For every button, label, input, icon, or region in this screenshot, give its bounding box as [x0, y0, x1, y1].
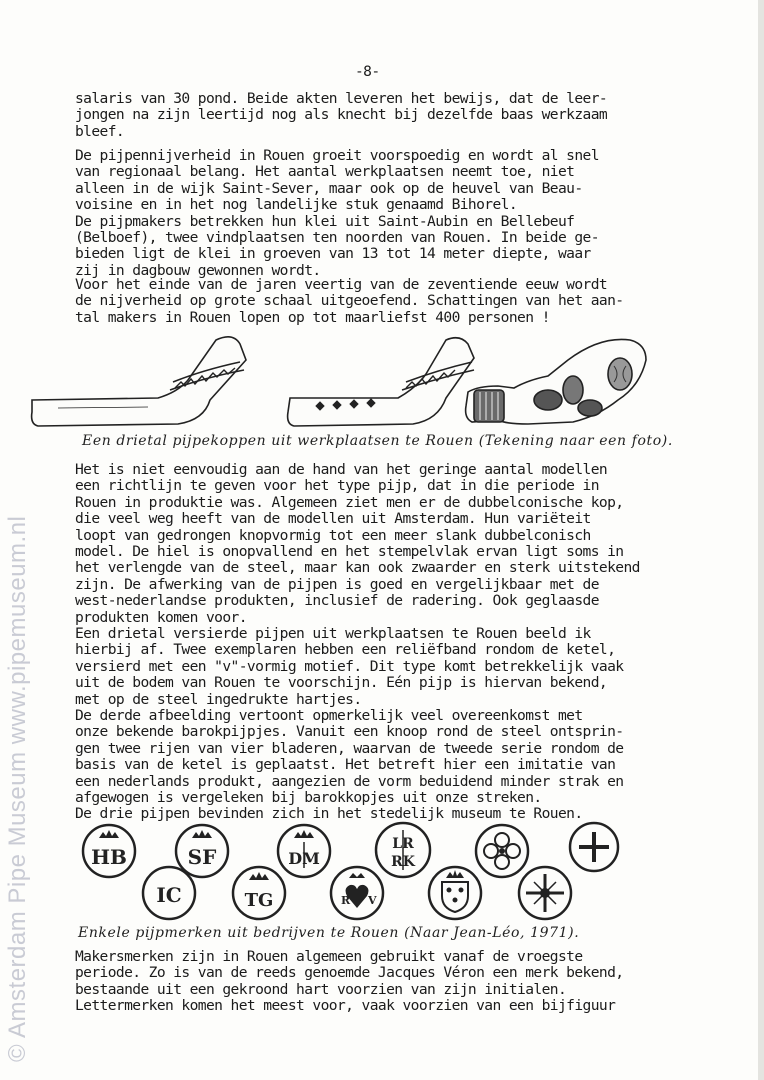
svg-text:DM: DM — [288, 849, 320, 868]
pipe-bowl-v-band — [32, 337, 246, 426]
stamp-hb — [80, 822, 138, 880]
paragraph-3: Voor het einde van de jaren veertig van de zeventiende eeuw wordt de nijverheid op grote schaal uitgeoefend. Schattingen van het aan- tal makers in Rouen lopen op tot maarliefst 400 personen ! — [75, 276, 624, 326]
pipe-marks-figure — [70, 820, 630, 924]
svg-text:LR: LR — [392, 836, 414, 852]
stamp-cross — [567, 820, 621, 874]
svg-text:RK: RK — [391, 854, 415, 870]
svg-text:V: V — [368, 894, 377, 907]
svg-text:HB: HB — [91, 845, 127, 869]
stamp-rv-heart — [328, 864, 386, 922]
pipes-caption: Een drietal pijpekoppen uit werkplaatsen te Rouen (Tekening naar een foto). — [82, 433, 673, 449]
stamp-ic — [140, 864, 198, 922]
pipe-bowl-hearts-stem — [288, 338, 474, 426]
pipe-drawings-figure — [28, 330, 696, 430]
paragraph-5: Een drietal versierde pijpen uit werkplaatsen te Rouen beeld ik hierbij af. Twee exemplaren hebben een reliëfband rondom de ketel, versierd met een "v"-vormig motief. Dit type komt betrekkelijk vaak uit de bodem van Rouen te voorschijn. Eén pijp is hiervan bekend, met op de steel ingedrukte hartjes. De derde afbeelding vertoont opmerkelijk veel overeenkomst met onze bekende barokpijpjes. Vanuit een knoop rond de steel ontsprin- gen twee rijen van vier bladeren, waarvan de tweede serie rondom de basis van de ketel is geplaatst. Het betreft hier een imitatie van een nederlands produkt, aangezien de vorm beduidend minder strak en afgewogen is vergeleken bij barokkopjes uit onze streken. De drie pijpen bevinden zich in het stedelijk museum te Rouen. — [75, 625, 624, 823]
paragraph-6: Makersmerken zijn in Rouen algemeen gebruikt vanaf de vroegste periode. Zo is van de reeds genoemde Jacques Véron een merk bekend, bestaande uit een gekroond hart voorzien van zijn initialen. Lettermerken komen het meest voor, vaak voorzien van een bijfiguur — [75, 948, 624, 1015]
svg-text:SF: SF — [187, 845, 217, 869]
paragraph-2: De pijpennijverheid in Rouen groeit voorspoedig en wordt al snel van regionaal belang. Het aantal werkplaatsen neemt toe, niet alleen in de wijk Saint-Sever, maar ook op de heuvel van Beau- voisine en in het nog landelijke stuk genaamd Bihorel. De pijpmakers betrekken hun klei uit Saint-Aubin en Bellebeuf (Belboef), twee vindplaatsen ten noorden van Rouen. In beide ge- bieden ligt de klei in groeven van 13 tot 14 meter diepte, waar zij in dagbouw gewonnen wordt. — [75, 147, 599, 279]
page-edge — [758, 0, 764, 1080]
pipe-baroque-leaves — [466, 339, 646, 424]
watermark-text: © Amsterdam Pipe Museum www.pipemuseum.nl — [4, 515, 31, 1062]
stamp-star-cross — [516, 864, 574, 922]
paragraph-1: salaris van 30 pond. Beide akten leveren het bewijs, dat de leer- jongen na zijn leertijd nog als knecht bij dezelfde baas werkzaam bleef. — [75, 90, 608, 140]
marks-caption: Enkele pijpmerken uit bedrijven te Rouen (Naar Jean-Léo, 1971). — [78, 925, 580, 941]
stamp-tg — [230, 864, 288, 922]
paragraph-4: Het is niet eenvoudig aan de hand van het geringe aantal modellen een richtlijn te geven voor het type pijp, dat in die periode in Rouen in produktie was. Algemeen ziet men er de dubbelconische kop, die veel weg heeft van de modellen uit Amsterdam. Hun variëteit loopt van gedrongen knopvormig tot een meer slank dubbelconisch model. De hiel is onopvallend en het stempelvlak ervan ligt soms in het verlengde van de steel, maar kan ook zwaarder en sterk uitstekend zijn. De afwerking van de pijpen is goed en vergelijkbaar met de west-nederlandse produkten, inclusief de radering. Ook geglaasde produkten komen voor. — [75, 461, 640, 626]
stamp-fleur-shield — [426, 864, 484, 922]
svg-text:IC: IC — [156, 883, 182, 907]
page-number: -8- — [355, 63, 380, 80]
svg-text:R: R — [341, 894, 351, 907]
svg-text:TG: TG — [244, 890, 274, 911]
